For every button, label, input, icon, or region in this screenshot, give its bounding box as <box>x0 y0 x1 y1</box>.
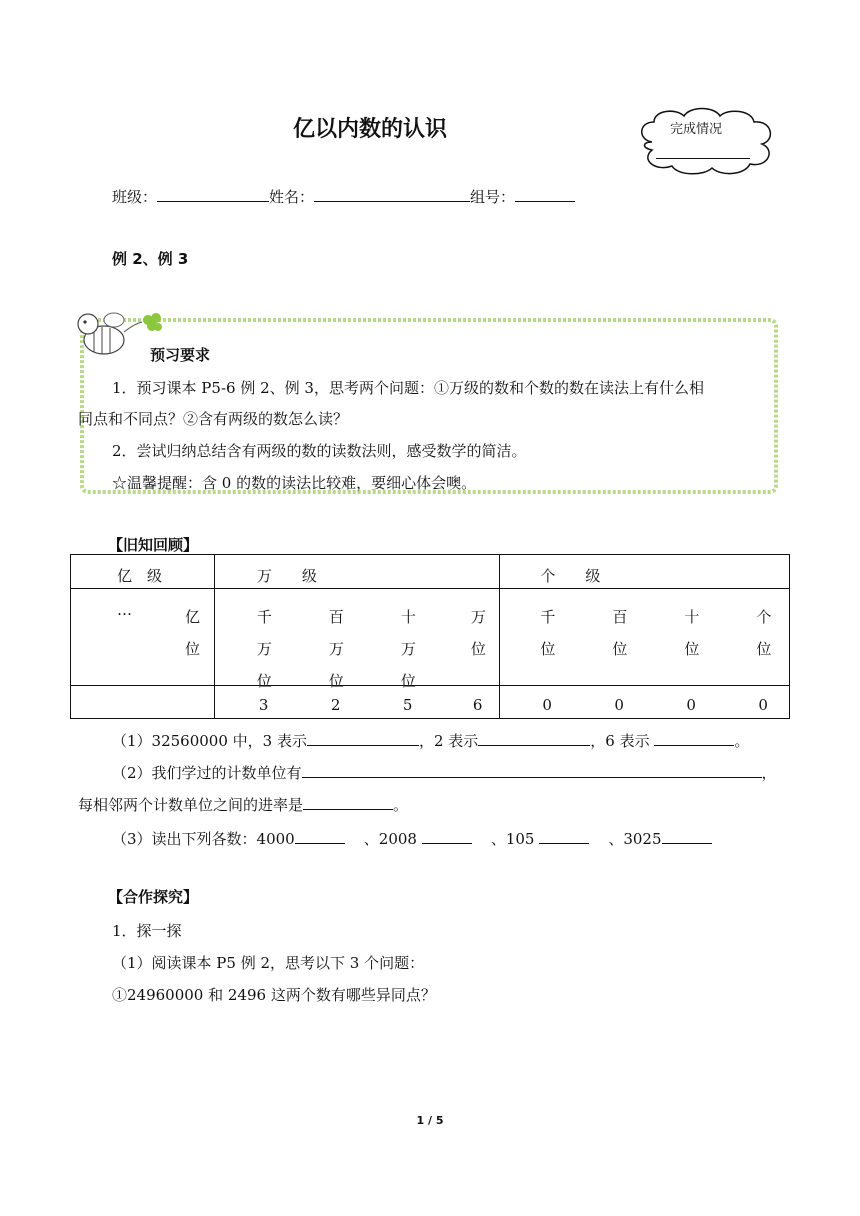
completion-label: 完成情况 <box>670 122 723 137</box>
ge-level-label: 个 级 <box>540 567 601 585</box>
q2-text-b-end: 。 <box>393 796 409 814</box>
class-label: 班级： <box>112 188 158 206</box>
table-row <box>71 589 790 686</box>
name-blank[interactable] <box>314 187 470 202</box>
q3-blank-3[interactable] <box>539 829 589 844</box>
preview-item-1b: 同点和不同点？②含有两级的数怎么读？ <box>78 410 349 428</box>
question-3 <box>112 828 712 849</box>
qian-unit: 千位 <box>540 608 556 658</box>
q1-blank-1[interactable] <box>307 731 419 746</box>
q3-item-105: 、105 <box>490 830 535 848</box>
preview-item-1a: 1．预习课本 P5-6 例 2、例 3，思考两个问题：①万级的数和个数的数在读法上有什么相 <box>112 379 704 397</box>
digit-baiwan: 2 <box>330 696 341 714</box>
review-heading: 【旧知回顾】 <box>108 536 199 554</box>
example-heading: 例 2、例 3 <box>112 250 189 268</box>
yi-units-cell <box>71 589 215 686</box>
bai-unit: 百位 <box>612 608 628 658</box>
question-2b <box>78 794 408 815</box>
page-title: 亿以内数的认识 <box>292 117 447 142</box>
digit-shi: 0 <box>686 696 696 714</box>
completion-cloud <box>632 104 780 178</box>
yi-unit: 亿位 <box>185 608 201 658</box>
shiwan-unit: 十万位 <box>400 608 416 690</box>
question-1 <box>112 730 749 751</box>
class-blank[interactable] <box>157 187 269 202</box>
q1-blank-3[interactable] <box>654 731 734 746</box>
shi-unit: 十位 <box>684 608 700 658</box>
q2-text-b: 每相邻两个计数单位之间的进率是 <box>78 796 304 814</box>
q1-text-end: 。 <box>734 732 750 750</box>
digit-qian: 0 <box>542 696 552 714</box>
q1-blank-2[interactable] <box>478 731 590 746</box>
question-2 <box>112 762 777 783</box>
explore-sub-1: （1）阅读课本 P5 例 2，思考以下 3 个问题： <box>112 954 425 972</box>
group-label: 组号： <box>470 188 516 206</box>
ellipsis-unit: … <box>117 601 132 619</box>
wan-level-label: 万 级 <box>256 567 317 585</box>
qianwan-unit: 千万位 <box>256 608 272 690</box>
q3-blank-4[interactable] <box>662 829 712 844</box>
preview-heading: 预习要求 <box>150 346 211 364</box>
q2-blank-2[interactable] <box>303 795 393 810</box>
digit-ge: 0 <box>758 696 768 714</box>
digit-shiwan: 5 <box>402 696 413 714</box>
digit-bai: 0 <box>614 696 624 714</box>
wan-digits-cell <box>214 686 500 719</box>
baiwan-unit: 百万位 <box>328 608 344 690</box>
q2-text-end: ， <box>761 764 777 782</box>
ge-unit: 个位 <box>756 608 772 658</box>
q2-text-a: （2）我们学过的计数单位有 <box>112 764 302 782</box>
q3-item-2008: 、2008 <box>363 830 417 848</box>
digit-wan: 6 <box>472 696 483 714</box>
explore-question-1: ①24960000 和 2496 这两个数有哪些异同点？ <box>112 986 436 1004</box>
completion-blank[interactable] <box>656 158 750 159</box>
yi-digits-cell <box>71 686 215 719</box>
student-info-line <box>112 186 575 207</box>
ge-units-cell <box>500 589 790 686</box>
q3-blank-2[interactable] <box>422 829 472 844</box>
q3-label: （3）读出下列各数：4000 <box>112 830 295 848</box>
explore-item-1: 1．探一探 <box>112 922 182 940</box>
place-value-table <box>70 554 790 719</box>
q1-text-a: （1）32560000 中，3 表示 <box>112 732 307 750</box>
q1-text-c: ，6 表示 <box>590 732 650 750</box>
wan-unit: 万位 <box>470 608 486 658</box>
name-label: 姓名： <box>269 188 315 206</box>
q3-item-3025: 、3025 <box>608 830 662 848</box>
ge-digits-cell <box>500 686 790 719</box>
preview-item-2: 2．尝试归纳总结含有两级的数的读数法则，感受数学的简洁。 <box>112 442 527 460</box>
group-blank[interactable] <box>515 187 575 202</box>
table-row <box>71 555 790 589</box>
table-row <box>71 686 790 719</box>
wan-level-header <box>214 555 500 589</box>
q2-blank-1[interactable] <box>302 763 762 778</box>
preview-tip: ☆温馨提醒：含 0 的数的读法比较难，要细心体会噢。 <box>112 474 477 492</box>
q1-text-b: ，2 表示 <box>418 732 479 750</box>
wan-units-cell <box>214 589 500 690</box>
digit-qianwan: 3 <box>258 696 269 714</box>
yi-level-label: 亿 级 <box>117 567 163 585</box>
q3-blank-1[interactable] <box>295 829 345 844</box>
explore-heading: 【合作探究】 <box>108 888 199 906</box>
ge-level-header <box>500 555 790 589</box>
cloud-icon <box>632 104 780 178</box>
yi-level-header <box>71 555 215 589</box>
page-number: 1 / 5 <box>416 1114 444 1127</box>
